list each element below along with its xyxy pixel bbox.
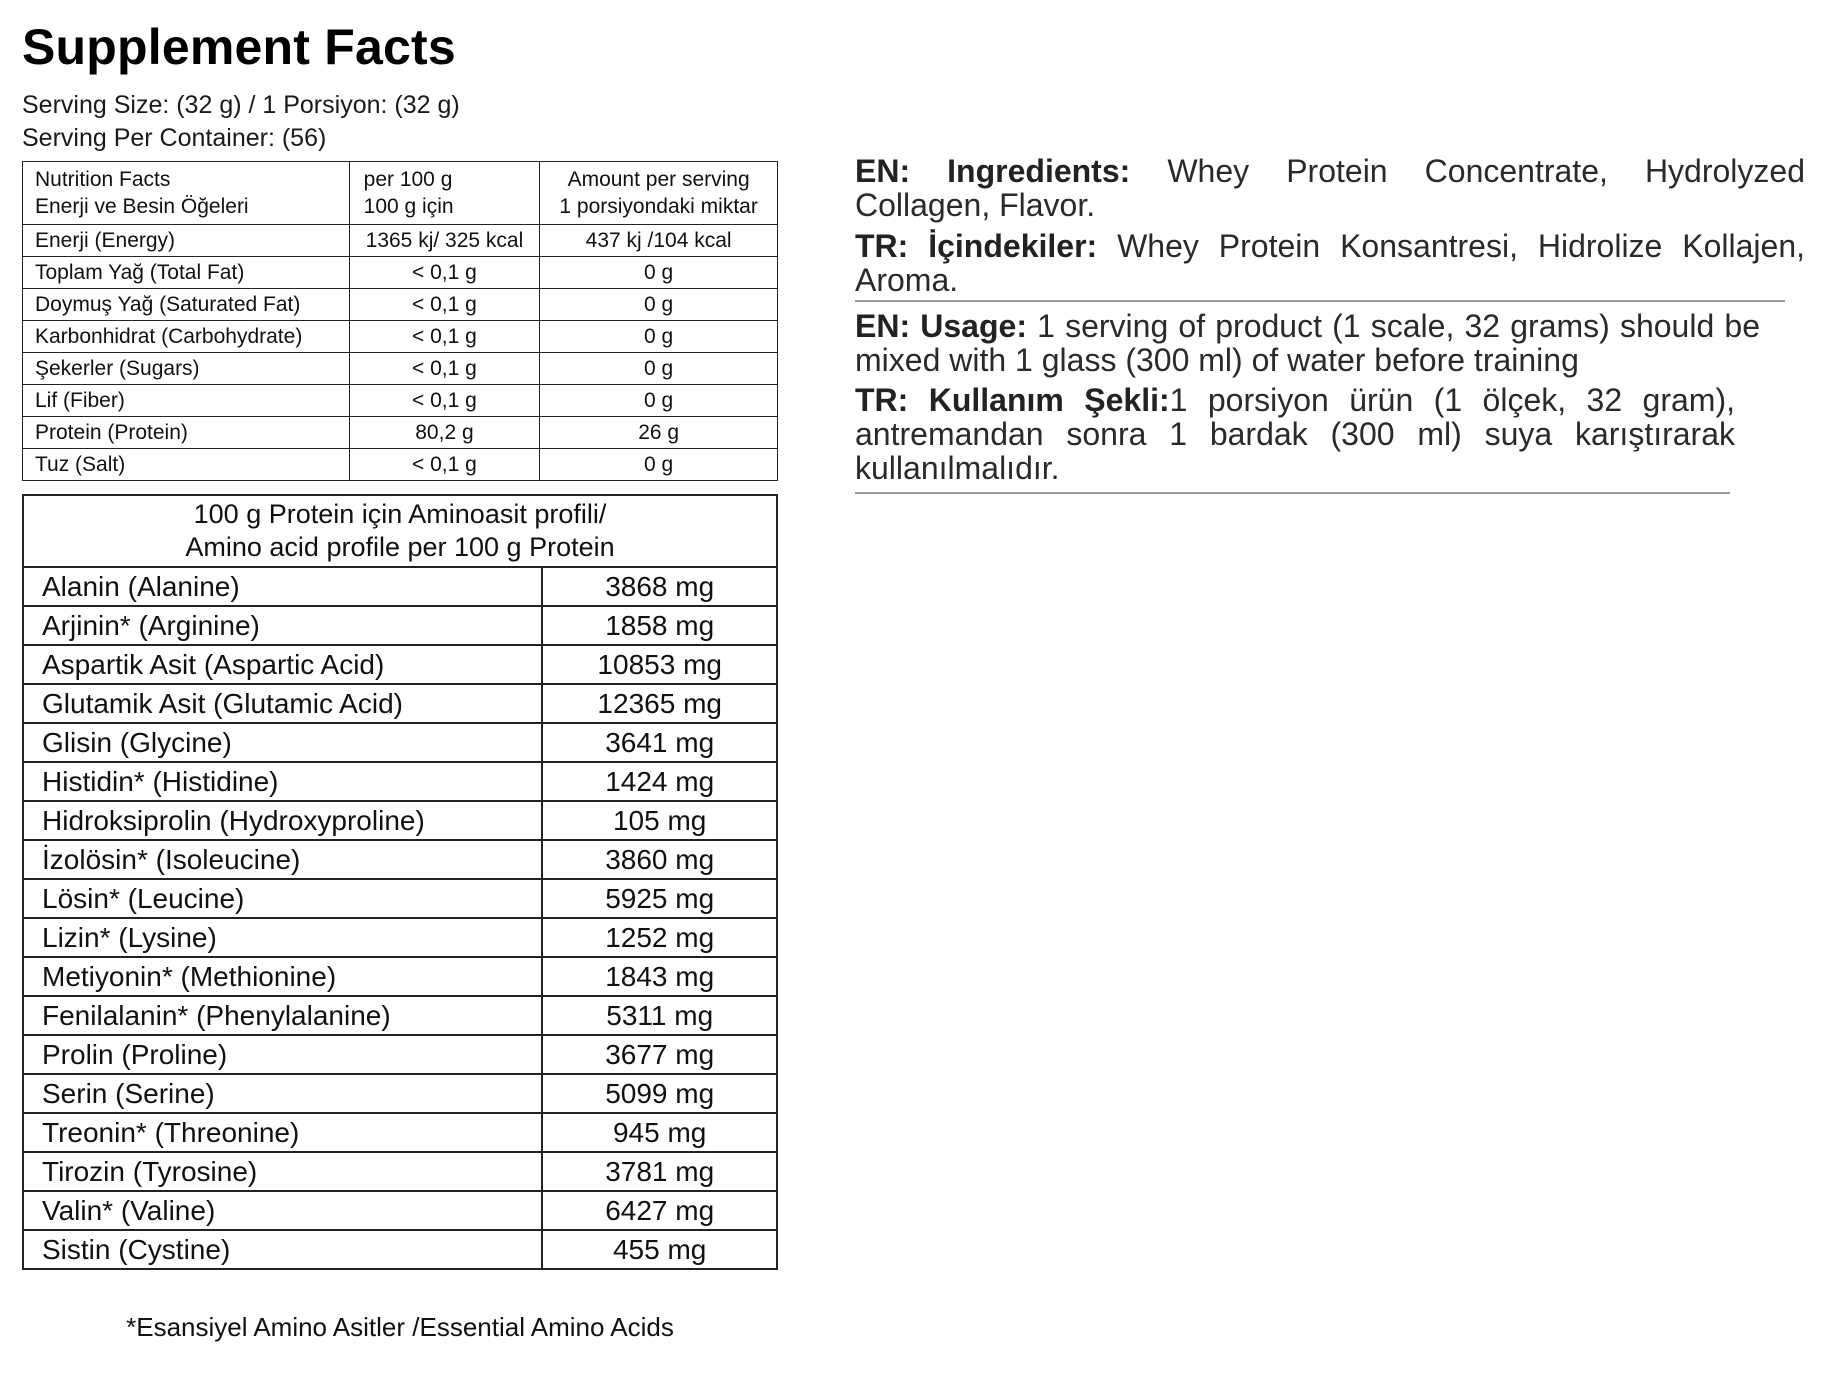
amino-value: 3641 mg	[542, 723, 777, 762]
amino-value: 12365 mg	[542, 684, 777, 723]
table-row	[23, 225, 778, 257]
nutrition-header-col1-line2: Enerji ve Besin Öğeleri	[35, 195, 249, 218]
nutrient-name: Lif (Fiber)	[23, 385, 350, 417]
table-row	[23, 257, 778, 289]
nutrient-per-100g: < 0,1 g	[349, 289, 540, 321]
amino-name: Hidroksiprolin (Hydroxyproline)	[23, 801, 542, 840]
amino-name: Treonin* (Threonine)	[23, 1113, 542, 1152]
nutrient-per-serving: 0 g	[540, 449, 778, 481]
table-row	[23, 762, 777, 801]
ingredients-tr-text: Whey Protein Konsantresi, Hidrolize Kollajen, Aroma.	[855, 228, 1805, 298]
table-row	[23, 1152, 777, 1191]
ingredients-tr	[855, 229, 1805, 297]
ingredients-tr-label: TR: İçindekiler:	[855, 228, 1098, 264]
amino-value: 3677 mg	[542, 1035, 777, 1074]
table-row	[23, 606, 777, 645]
nutrition-header-col1-line1: Nutrition Facts	[35, 168, 171, 191]
essential-amino-footnote: *Esansiyel Amino Asitler /Essential Amino Acids	[126, 1312, 674, 1342]
amino-name: Valin* (Valine)	[23, 1191, 542, 1230]
table-row	[23, 918, 777, 957]
amino-value: 5925 mg	[542, 879, 777, 918]
nutrient-name: Doymuş Yağ (Saturated Fat)	[23, 289, 350, 321]
amino-name: Lizin* (Lysine)	[23, 918, 542, 957]
table-row	[23, 1035, 777, 1074]
nutrient-per-serving: 0 g	[540, 385, 778, 417]
nutrition-table-header	[23, 162, 778, 225]
amino-name: İzolösin* (Isoleucine)	[23, 840, 542, 879]
amino-name: Alanin (Alanine)	[23, 567, 542, 606]
amino-name: Aspartik Asit (Aspartic Acid)	[23, 645, 542, 684]
table-row	[23, 684, 777, 723]
amino-value: 1252 mg	[542, 918, 777, 957]
nutrition-header-col3-line1: Amount per serving	[567, 168, 750, 191]
nutrition-header-col2-line1: per 100 g	[363, 168, 453, 191]
amino-value: 1843 mg	[542, 957, 777, 996]
nutrient-name: Protein (Protein)	[23, 417, 350, 449]
amino-header-cell	[23, 495, 777, 567]
amino-value: 1424 mg	[542, 762, 777, 801]
table-row	[23, 801, 777, 840]
ingredients-en	[855, 154, 1805, 222]
amino-value: 455 mg	[542, 1230, 777, 1269]
nutrient-per-100g: < 0,1 g	[349, 385, 540, 417]
usage-en	[855, 309, 1760, 377]
nutrition-table	[22, 161, 778, 481]
table-row	[23, 1074, 777, 1113]
ingredients-en-text: Whey Protein Concentrate, Hydrolyzed Collagen, Flavor.	[855, 153, 1806, 223]
nutrient-name: Enerji (Energy)	[23, 225, 350, 257]
divider	[855, 300, 1785, 302]
table-row	[23, 1113, 777, 1152]
serving-size: Serving Size: (32 g) / 1 Porsiyon: (32 g)	[22, 91, 460, 119]
nutrient-per-serving: 0 g	[540, 353, 778, 385]
nutrient-name: Toplam Yağ (Total Fat)	[23, 257, 350, 289]
usage-tr	[855, 383, 1735, 485]
table-row	[23, 996, 777, 1035]
amino-name: Histidin* (Histidine)	[23, 762, 542, 801]
table-row	[23, 957, 777, 996]
amino-value: 3860 mg	[542, 840, 777, 879]
table-row	[23, 645, 777, 684]
amino-name: Serin (Serine)	[23, 1074, 542, 1113]
nutrient-name: Karbonhidrat (Carbohydrate)	[23, 321, 350, 353]
usage-en-label: EN: Usage:	[855, 308, 1027, 344]
ingredients-en-label: EN: Ingredients:	[855, 153, 1131, 189]
usage-tr-text: 1 porsiyon ürün (1 ölçek, 32 gram), antremandan sonra 1 bardak (300 ml) suya karıştırarak kullanılmalıdır.	[855, 382, 1736, 486]
table-row	[23, 723, 777, 762]
amino-header-line1: 100 g Protein için Aminoasit profili/	[193, 499, 607, 529]
amino-value: 6427 mg	[542, 1191, 777, 1230]
table-row	[23, 840, 777, 879]
nutrient-per-serving: 26 g	[540, 417, 778, 449]
nutrient-per-100g: 1365 kj/ 325 kcal	[349, 225, 540, 257]
table-row	[23, 449, 778, 481]
amino-value: 5311 mg	[542, 996, 777, 1035]
amino-table-header	[23, 495, 777, 567]
amino-name: Glutamik Asit (Glutamic Acid)	[23, 684, 542, 723]
nutrient-per-100g: 80,2 g	[349, 417, 540, 449]
amino-name: Fenilalanin* (Phenylalanine)	[23, 996, 542, 1035]
amino-value: 10853 mg	[542, 645, 777, 684]
amino-value: 1858 mg	[542, 606, 777, 645]
nutrient-per-serving: 0 g	[540, 321, 778, 353]
nutrient-per-serving: 0 g	[540, 257, 778, 289]
amino-name: Arjinin* (Arginine)	[23, 606, 542, 645]
amino-name: Metiyonin* (Methionine)	[23, 957, 542, 996]
nutrition-header-col2	[349, 162, 540, 225]
amino-name: Sistin (Cystine)	[23, 1230, 542, 1269]
amino-value: 5099 mg	[542, 1074, 777, 1113]
table-row	[23, 417, 778, 449]
servings-per-container: Serving Per Container: (56)	[22, 124, 327, 152]
usage-tr-label: TR: Kullanım Şekli:	[855, 382, 1170, 418]
amino-name: Tirozin (Tyrosine)	[23, 1152, 542, 1191]
nutrient-per-100g: < 0,1 g	[349, 449, 540, 481]
usage-en-text: 1 serving of product (1 scale, 32 grams) should be mixed with 1 glass (300 ml) of water before training	[855, 308, 1760, 378]
amino-value: 945 mg	[542, 1113, 777, 1152]
table-row	[23, 567, 777, 606]
table-row	[23, 353, 778, 385]
nutrition-header-col2-line2: 100 g için	[363, 195, 454, 218]
amino-name: Lösin* (Leucine)	[23, 879, 542, 918]
divider	[855, 492, 1730, 494]
nutrient-per-serving: 0 g	[540, 289, 778, 321]
table-row	[23, 385, 778, 417]
amino-acid-table	[22, 494, 778, 1270]
nutrition-header-col3	[540, 162, 778, 225]
nutrition-header-col1	[23, 162, 350, 225]
table-row	[23, 1230, 777, 1269]
table-row	[23, 879, 777, 918]
amino-value: 105 mg	[542, 801, 777, 840]
amino-header-line2: Amino acid profile per 100 g Protein	[185, 532, 615, 562]
amino-value: 3781 mg	[542, 1152, 777, 1191]
nutrient-per-100g: < 0,1 g	[349, 321, 540, 353]
nutrient-per-100g: < 0,1 g	[349, 257, 540, 289]
table-row	[23, 289, 778, 321]
page-title: Supplement Facts	[22, 19, 456, 75]
nutrient-per-serving: 437 kj /104 kcal	[540, 225, 778, 257]
amino-value: 3868 mg	[542, 567, 777, 606]
nutrient-name: Tuz (Salt)	[23, 449, 350, 481]
nutrition-header-col3-line2: 1 porsiyondaki miktar	[559, 195, 758, 218]
nutrient-per-100g: < 0,1 g	[349, 353, 540, 385]
table-row	[23, 1191, 777, 1230]
table-row	[23, 321, 778, 353]
amino-name: Prolin (Proline)	[23, 1035, 542, 1074]
amino-name: Glisin (Glycine)	[23, 723, 542, 762]
nutrient-name: Şekerler (Sugars)	[23, 353, 350, 385]
